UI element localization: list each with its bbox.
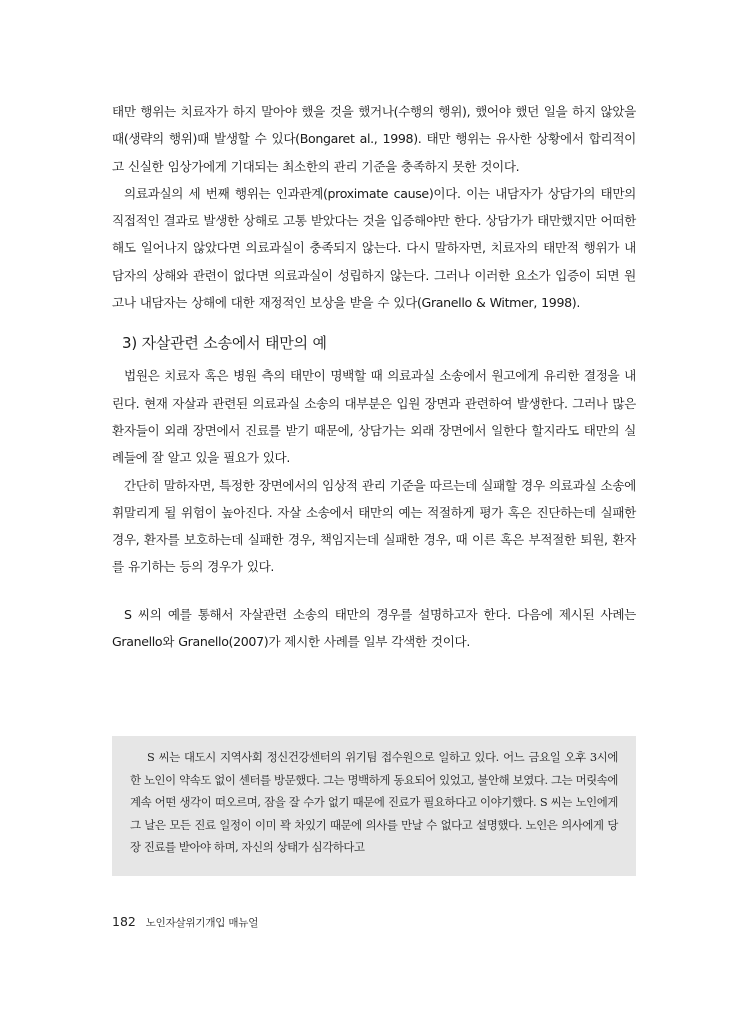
main-content <box>112 98 636 655</box>
section-heading: 3) 자살관련 소송에서 태만의 예 <box>122 334 327 353</box>
case-example-text: S 씨는 대도시 지역사회 정신건강센터의 위기팀 접수원으로 일하고 있다. 어느 금요일 오후 3시에 한 노인이 약속도 없이 센터를 방문했다. 그는 명백하게 동요되어 있었고, 불안해 보였다. 그는 머릿속에 계속 어떤 생각이 떠오르며, 잠을 잘 수가 없기 때문에 진료가 필요하다고 이야기했다. S 씨는 노인에게 그 날은 모든 진료 일정이 이미 꽉 차있기 때문에 의사를 만날 수 없다고 설명했다. 노인은 의사에게 당장 진료를 받아야 하며, 자신의 상태가 심각하다고 <box>130 750 618 855</box>
book-title: 노인자살위기개입 매뉴얼 <box>145 917 259 929</box>
paragraph-proximate-cause: 의료과실의 세 번째 행위는 인과관계(proximate cause)이다. 이는 내담자가 상담가의 태만의 직접적인 결과로 발생한 상해로 고통 받았다는 것을 입증해야만 한다. 상담가가 태만했지만 어떠한 해도 일어나지 않았다면 의료과실이 충족되지 않는다. 다시 말하자면, 치료자의 태만적 행위가 내담자의 상해와 관련이 없다면 의료과실이 성립하지 않는다. 그러나 이러한 요소가 입증이 되면 원고나 내담자는 상해에 대한 재정적인 보상을 받을 수 있다(Granello & Witmer, 1998). <box>112 185 636 311</box>
paragraph-court-decisions: 법원은 치료자 혹은 병원 측의 태만이 명백할 때 의료과실 소송에서 원고에게 유리한 결정을 내린다. 현재 자살과 관련된 의료과실 소송의 대부분은 입원 장면과 관련하여 발생한다. 그러나 많은 환자들이 외래 장면에서 진료를 받기 때문에, 상담가는 외래 장면에서 일한다 할지라도 태만의 실례들에 잘 알고 있을 필요가 있다. <box>112 368 636 466</box>
paragraph-case-intro: S 씨의 예를 통해서 자살관련 소송의 태만의 경우를 설명하고자 한다. 다음에 제시된 사례는 Granello와 Granello(2007)가 제시한 사례를 일부 각색한 것이다. <box>112 606 636 650</box>
page-number: 182 <box>112 914 136 929</box>
paragraph-negligence-definition: 태만 행위는 치료자가 하지 말아야 했을 것을 했거나(수행의 행위), 했어야 했던 일을 하지 않았을 때(생략의 행위)때 발생할 수 있다(Bongaret al., 1998). 태만 행위는 유사한 상황에서 합리적이고 신실한 임상가에게 기대되는 최소한의 관리 기준을 충족하지 못한 것이다. <box>112 104 636 174</box>
page-footer <box>112 914 258 930</box>
paragraph-negligence-examples: 간단히 말하자면, 특정한 장면에서의 임상적 관리 기준을 따르는데 실패할 경우 의료과실 소송에 휘말리게 될 위험이 높아진다. 자살 소송에서 태만의 예는 적절하게 평가 혹은 진단하는데 실패한 경우, 환자를 보호하는데 실패한 경우, 책임지는데 실패한 경우, 때 이른 혹은 부적절한 퇴원, 환자를 유기하는 등의 경우가 있다. <box>112 477 636 575</box>
case-example-box <box>112 736 636 876</box>
paragraph-gap <box>112 581 636 601</box>
